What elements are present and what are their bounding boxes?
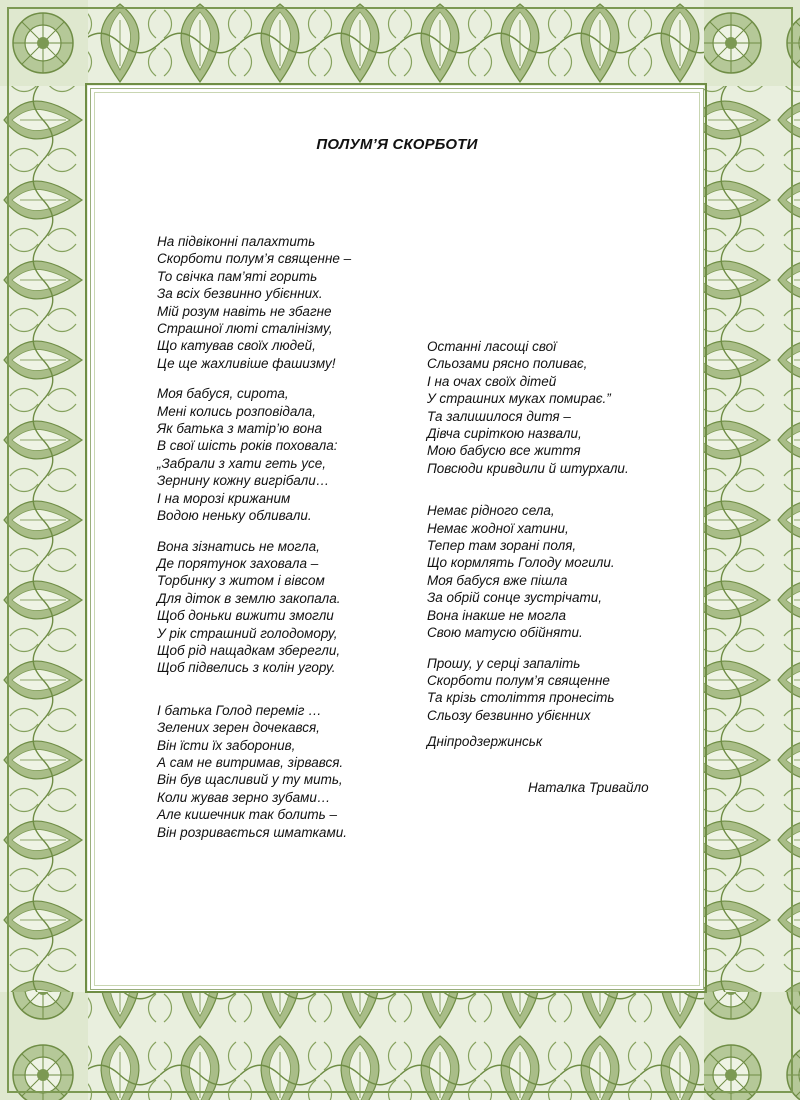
poem-line: У страшних муках помирає.” bbox=[427, 391, 611, 407]
poem-line: Та залишилося дитя – bbox=[427, 408, 571, 424]
author-name: Наталка Тривайло bbox=[528, 780, 649, 795]
poem-line: У рік страшний голодомору, bbox=[157, 625, 338, 641]
left-column bbox=[157, 233, 351, 854]
poem-line: Для діток в землю закопала. bbox=[157, 590, 341, 606]
poem-line: Це ще жахливіше фашизму! bbox=[157, 355, 336, 371]
poem-line: Немає рідного села, bbox=[427, 503, 555, 519]
poem-line: Свою матусю обійняти. bbox=[427, 625, 583, 641]
poem-line: Мій розум навіть не збагне bbox=[157, 303, 332, 319]
poem-line: Скорботи полум’я священне bbox=[427, 672, 610, 688]
poem-line: Сльозу безвинно убієнних bbox=[427, 707, 591, 723]
poem-line: Коли жував зерно зубами… bbox=[157, 789, 331, 805]
stanza bbox=[157, 538, 351, 677]
poem-line: Але кишечник так болить – bbox=[157, 807, 338, 823]
poem-line: Сльозами рясно поливає, bbox=[427, 356, 588, 372]
poem-line: Страшної люті сталінізму, bbox=[157, 321, 333, 337]
stanza bbox=[427, 338, 629, 477]
stanza bbox=[427, 655, 629, 725]
poem-line: Зернину кожну вигрібали… bbox=[157, 473, 330, 489]
poem-line: Мою бабусю все життя bbox=[427, 443, 581, 459]
poem-line: І на морозі крижаним bbox=[157, 490, 291, 506]
poem-line: Немає жодної хатини, bbox=[427, 520, 569, 536]
poem-line: Торбинку з житом і вівсом bbox=[157, 573, 325, 589]
stanza bbox=[157, 702, 351, 841]
poem-line: Щоб підвелись з колін угору. bbox=[157, 660, 336, 676]
stanza bbox=[157, 385, 351, 524]
poem-line: Він їсти їх заборонив, bbox=[157, 737, 296, 753]
poem-line: Водою неньку обливали. bbox=[157, 508, 312, 524]
poem-line: Щоб доньки вижити змогли bbox=[157, 608, 334, 624]
poem-line: На підвіконні палахтить bbox=[157, 234, 316, 249]
right-column bbox=[427, 338, 629, 737]
poem-line: Мені колись розповідала, bbox=[157, 403, 317, 419]
poem-line: Де порятунок заховала – bbox=[157, 555, 319, 571]
poem-line: Тепер там зорані поля, bbox=[427, 538, 577, 554]
poem-line: Скорботи полум’я священне – bbox=[157, 251, 352, 267]
poem-line: І на очах своїх дітей bbox=[427, 373, 557, 389]
poem-line: То свічка пам’яті горить bbox=[157, 268, 318, 284]
poem-line: „Забрали з хати геть усе, bbox=[157, 455, 326, 471]
poem-line: І батька Голод переміг … bbox=[157, 702, 322, 718]
poem-line: Та крізь століття пронесіть bbox=[427, 690, 615, 706]
poem-line: Щоб рід нащадкам зберегли, bbox=[157, 642, 341, 658]
poem-line: Зелених зерен дочекався, bbox=[157, 720, 320, 736]
stanza bbox=[157, 233, 351, 372]
poem-line: Він розривається шматками. bbox=[157, 824, 347, 840]
poem-line: Вона інакше не могла bbox=[427, 607, 567, 623]
poem-line: В свої шість років поховала: bbox=[157, 438, 338, 454]
poem-line: За обрій сонце зустрічати, bbox=[427, 590, 603, 606]
poem-line: Вона зізнатись не могла, bbox=[157, 538, 320, 554]
poem-line: Як батька з матір’ю вона bbox=[157, 421, 323, 437]
poem-line: Дівча сиріткою назвали, bbox=[427, 426, 582, 442]
poem-line: Що катував своїх людей, bbox=[157, 338, 316, 354]
poem-line: Він був щасливий у ту мить, bbox=[157, 772, 343, 788]
poem-line: Повсюди кривдили й штурхали. bbox=[427, 460, 629, 476]
poem-line: Останні ласощі свої bbox=[427, 339, 557, 354]
poem-line: Прошу, у серці запаліть bbox=[427, 655, 581, 671]
poem-line: Що кормлять Голоду могили. bbox=[427, 555, 615, 571]
poem-line: А сам не витримав, зірвався. bbox=[157, 754, 344, 770]
stanza bbox=[427, 502, 629, 641]
city-name: Дніпродзержинськ bbox=[427, 734, 543, 749]
poem-title: ПОЛУМ’Я СКОРБОТИ bbox=[316, 136, 478, 153]
poem-line: За всіх безвинно убієнних. bbox=[157, 286, 323, 302]
poem-line: Моя бабуся, сирота, bbox=[157, 386, 289, 402]
poem-line: Моя бабуся вже пішла bbox=[427, 572, 568, 588]
